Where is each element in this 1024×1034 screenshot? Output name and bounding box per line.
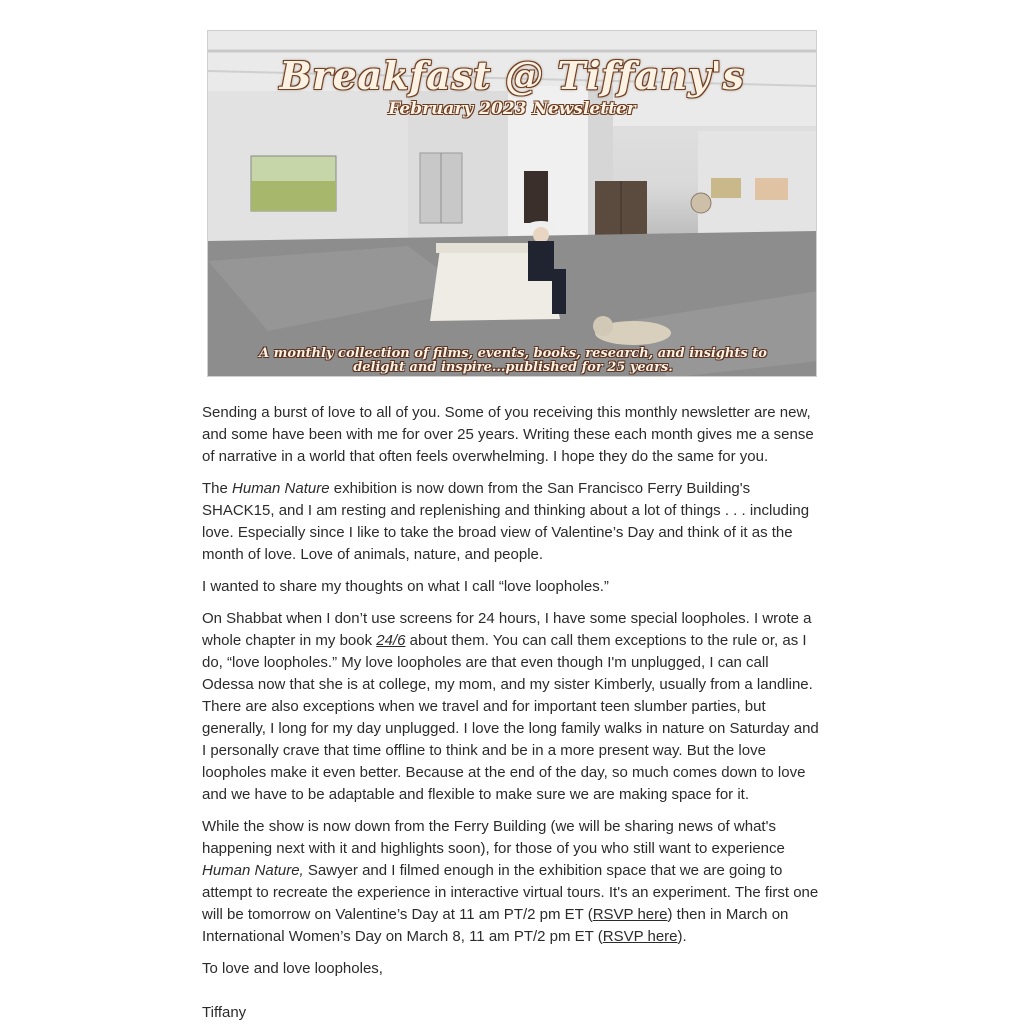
exhibition-name: Human Nature,	[202, 862, 304, 879]
rsvp-link-womens-day[interactable]: RSVP here	[602, 928, 678, 945]
newsletter-body	[202, 402, 824, 1034]
paragraph-love-loopholes-intro: I wanted to share my thoughts on what I call “love loopholes.”	[202, 578, 609, 595]
text-span: While the show is now down from the Ferry Building (we will be sharing news of what's happening next with it and highlights soon), for those of you who still want to experience	[202, 818, 785, 857]
text-span: The	[202, 480, 233, 497]
newsletter-subtitle: February 2023 Newsletter	[388, 99, 636, 119]
signature: Tiffany	[202, 1004, 247, 1021]
text-span: On Shabbat when I don’t use screens for 24 hours, I have some special loopholes. I wrote a whole chapter in my book	[202, 610, 812, 649]
newsletter-header-image	[207, 30, 817, 377]
paragraph-closing: To love and love loopholes,	[202, 960, 383, 977]
paragraph-shabbat	[202, 608, 824, 806]
text-span: exhibition is now down from the San Francisco Ferry Building's SHACK15, and I am resting and replenishing and thinking about a lot of things . . . including love. Especially since I like to take the broad view of Valentine’s Day and think of it as the month of love. Love of animals, nature, and people.	[202, 480, 810, 563]
paragraph-virtual-tours	[202, 816, 824, 948]
text-span: about them. You can call them exceptions to the rule or, as I do, “love loopholes.” My love loopholes are that even though I'm unplugged, I can call Odessa now that she is at college, my mom, and my sister Kimberly, usually from a landline. There are also exceptions when we travel and for important teen slumber parties, but generally, I long for my day unplugged. I love the long family walks in nature on Saturday and I personally crave that time offline to think and be in a more present way. But the love loopholes make it even better. Because at the end of the day, so much comes down to love and we have to be adaptable and flexible to make sure we are making space for it.	[202, 632, 819, 803]
text-span: ).	[677, 928, 687, 945]
text-span: ) then in March on International Women’s Day on March 8, 11 am PT/2 pm ET (	[202, 906, 789, 945]
rsvp-link-valentines[interactable]: RSVP here	[592, 906, 668, 923]
newsletter-title: Breakfast @ Tiffany's	[279, 53, 745, 98]
book-link-24-6[interactable]: 24/6	[376, 632, 406, 649]
newsletter-tagline: A monthly collection of films, events, books, research, and insights to delight and inspire...published for 25 years.	[259, 346, 767, 375]
paragraph-intro: Sending a burst of love to all of you. Some of you receiving this monthly newsletter are new, and some have been with me for over 25 years. Writing these each month gives me a sense of narrative in a world that often feels overwhelming. I hope they do the same for you.	[202, 404, 814, 465]
text-span: Sawyer and I filmed enough in the exhibition space that we are going to attempt to recreate the experience in interactive virtual tours. It's an experiment. The first one will be tomorrow on Valentine’s Day at 11 am PT/2 pm ET (	[202, 862, 819, 923]
paragraph-exhibition	[202, 478, 824, 566]
exhibition-name: Human Nature	[232, 480, 330, 497]
